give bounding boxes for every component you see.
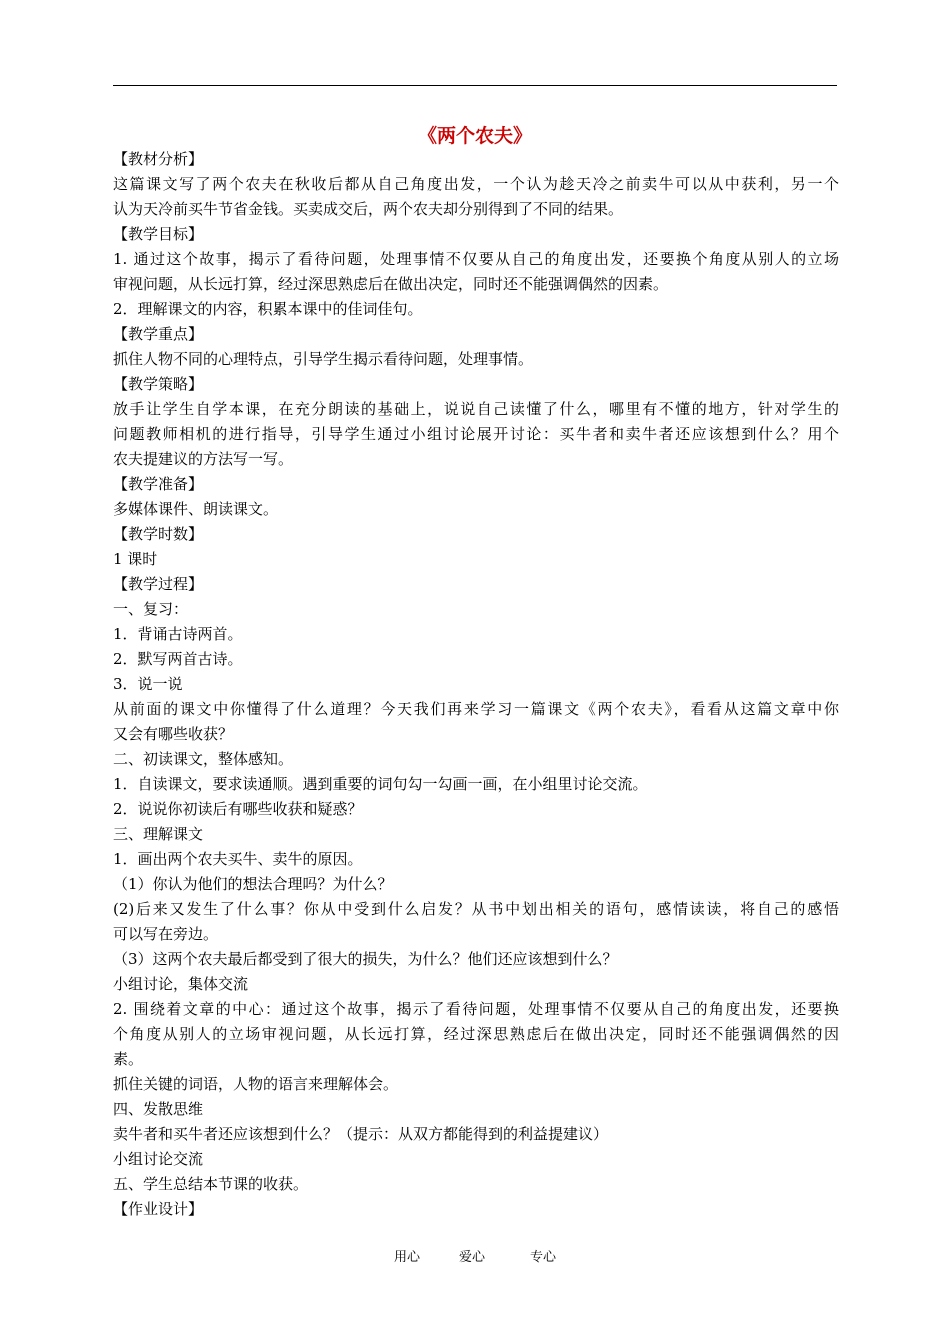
document-line: 【作业设计】 xyxy=(113,1200,204,1218)
document-line: 农夫提建议的方法写一写。 xyxy=(113,450,294,468)
document-line: 问题教师相机的进行指导，引导学生通过小组讨论展开讨论：买牛者和卖牛者还应该想到什么？用个 xyxy=(113,425,839,443)
footer-word-1: 用心 xyxy=(394,1250,421,1265)
document-line: 放手让学生自学本课，在充分朗读的基础上，说说自己读懂了什么，哪里有不懂的地方，针对学生的 xyxy=(113,400,839,418)
document-line: 1．背诵古诗两首。 xyxy=(113,625,243,643)
document-line: 1 课时 xyxy=(113,550,158,568)
page-footer xyxy=(0,1247,950,1269)
document-line: 【教学目标】 xyxy=(113,225,204,243)
document-line: 小组讨论交流 xyxy=(113,1150,204,1168)
header-rule xyxy=(113,85,837,86)
document-line: 小组讨论，集体交流 xyxy=(113,975,249,993)
document-title: 《两个农夫》 xyxy=(417,125,532,147)
document-line: 【教学时数】 xyxy=(113,525,204,543)
document-line: 五、学生总结本节课的收获。 xyxy=(113,1175,309,1193)
document-line: 【教学过程】 xyxy=(113,575,204,593)
document-line: 【教材分析】 xyxy=(113,150,204,168)
document-line: 2．默写两首古诗。 xyxy=(113,650,243,668)
document-line: 【教学策略】 xyxy=(113,375,204,393)
document-line: 多媒体课件、朗读课文。 xyxy=(113,500,279,518)
document-line: 1．自读课文，要求读通顺。遇到重要的词句勾一勾画一画，在小组里讨论交流。 xyxy=(113,775,648,793)
document-line: 这篇课文写了两个农夫在秋收后都从自己角度出发，一个认为趁天冷之前卖牛可以从中获利，另一个 xyxy=(113,175,839,193)
document-line: 抓住人物不同的心理特点，引导学生揭示看待问题，处理事情。 xyxy=(113,350,534,368)
document-line: 四、发散思维 xyxy=(113,1100,204,1118)
document-line: 1. 通过这个故事，揭示了看待问题，处理事情不仅要从自己的角度出发，还要换个角度从别人的立场 xyxy=(113,250,839,268)
document-line: 三、理解课文 xyxy=(113,825,204,843)
document-line: 二、初读课文，整体感知。 xyxy=(113,750,294,768)
document-line: 2．理解课文的内容，积累本课中的佳词佳句。 xyxy=(113,300,423,318)
document-line: （1）你认为他们的想法合理吗？为什么？ xyxy=(113,875,393,893)
document-line: 审视问题，从长远打算，经过深思熟虑后在做出决定，同时还不能强调偶然的因素。 xyxy=(113,275,669,293)
document-line: 3．说一说 xyxy=(113,675,183,693)
footer-word-3: 专心 xyxy=(530,1250,557,1265)
document-line: 可以写在旁边。 xyxy=(113,925,219,943)
document-line: 【教学准备】 xyxy=(113,475,204,493)
document-line: （3）这两个农夫最后都受到了很大的损失，为什么？他们还应该想到什么？ xyxy=(113,950,618,968)
document-body xyxy=(113,147,839,1222)
document-line: 1．画出两个农夫买牛、卖牛的原因。 xyxy=(113,850,363,868)
document-line: 【教学重点】 xyxy=(113,325,204,343)
document-line: 一、复习： xyxy=(113,600,189,618)
document-line: 2. 围绕着文章的中心：通过这个故事，揭示了看待问题，处理事情不仅要从自己的角度出发，还要换 xyxy=(113,1000,839,1018)
document-line: 抓住关键的词语，人物的语言来理解体会。 xyxy=(113,1075,399,1093)
document-line: 2．说说你初读后有哪些收获和疑惑？ xyxy=(113,800,363,818)
document-line: (2)后来又发生了什么事？你从中受到什么启发？从书中划出相关的语句，感情读读，将自己的感悟 xyxy=(113,900,839,918)
document-line: 又会有哪些收获？ xyxy=(113,725,234,743)
footer-word-2: 爱心 xyxy=(459,1250,486,1265)
document-line: 个角度从别人的立场审视问题，从长远打算，经过深思熟虑后在做出决定，同时还不能强调偶然的因 xyxy=(113,1025,839,1043)
document-line: 从前面的课文中你懂得了什么道理？今天我们再来学习一篇课文《两个农夫》，看看从这篇文章中你 xyxy=(113,700,839,718)
document-line: 素。 xyxy=(113,1050,144,1068)
document-line: 认为天冷前买牛节省金钱。买卖成交后，两个农夫却分别得到了不同的结果。 xyxy=(113,200,624,218)
document-line: 卖牛者和买牛者还应该想到什么？（提示：从双方都能得到的利益提建议） xyxy=(113,1125,609,1143)
